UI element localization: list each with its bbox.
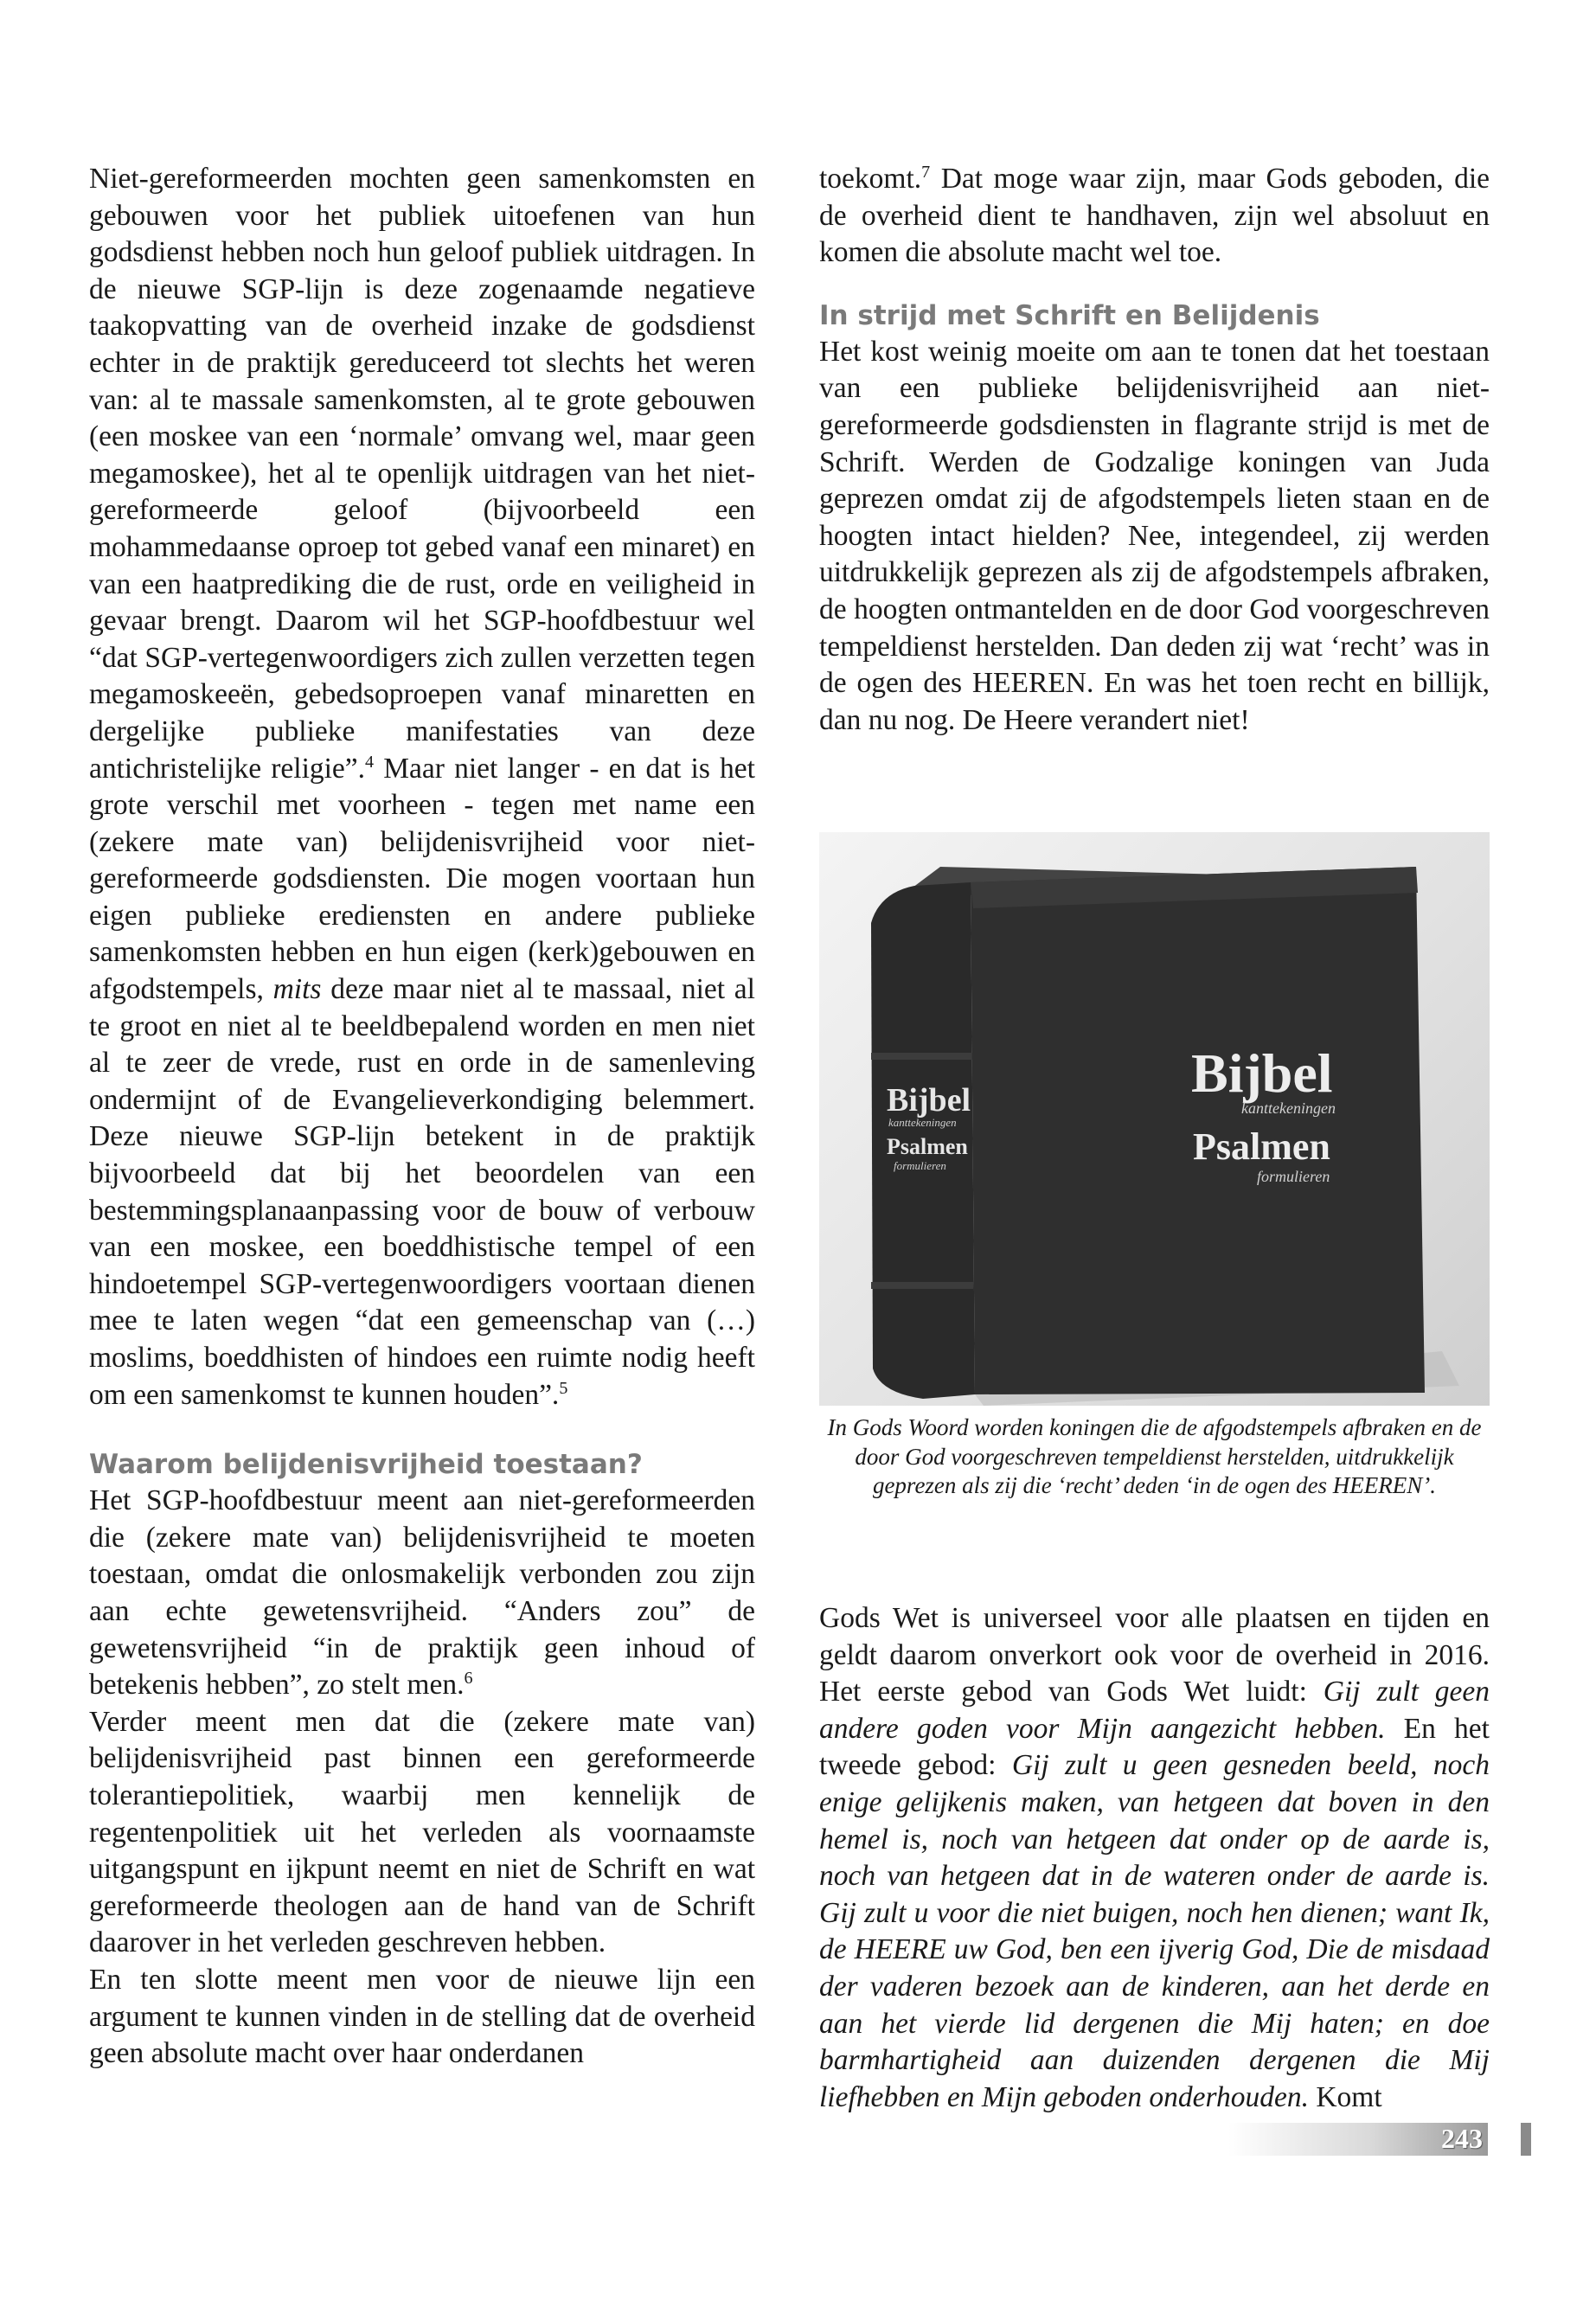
paragraph: Niet-gereformeerden mochten geen samenkomsten en gebouwen voor het publiek uitoefenen van hun godsdienst hebben noch hun geloof publiek uitdragen. In de nieuwe SGP-lijn is deze zogenaamde negatieve taakopvatting van de overheid inzake de godsdienst echter in de praktijk gereduceerd tot slechts het weren van: al te massale samenkomsten, al te grote gebouwen (een moskee van een ‘normale’ omvang wel, maar geen megamoskee), het al te openlijk uitdragen van het niet-gereformeerde geloof (bijvoorbeeld een mohammedaanse oproep tot gebed vanaf een minaret) en van een haatprediking die de rust, orde en veiligheid in gevaar brengt. Daarom wil het SGP-hoofdbestuur wel “dat SGP-vertegenwoordigers zich zullen verzetten tegen megamoskeeën, gebedsoproepen vanaf minaretten en dergelijke publieke manifestaties van deze antichristelijke religie”.$^4$ Maar niet langer - en dat is het grote verschil met voorheen - tegen met name een (zekere mate van) belijdenisvrijheid voor niet-gereformeerde godsdiensten. Die mogen voortaan hun eigen publieke erediensten en andere publieke samenkomsten hebben en hun eigen (kerk)gebouwen en afgodstempels, mits deze maar niet al te massaal, niet al te groot en niet al te beeldbepalend worden en men niet al te zeer de vrede, rust en orde in de samenleving ondermijnt of de Evangelieverkondiging belemmert. Deze nieuwe SGP-lijn betekent in de praktijk bijvoorbeeld dat bij het beoordelen van een bestemmingsplanaanpassing voor de bouw of verbouw van een moskee, een boeddhistische tempel of een hindoetempel SGP-vertegenwoordigers voortaan dienen mee te laten wegen “dat een gemeenschap van (…) moslims, boeddhisten of hindoes een ruimte nodig heeft om een samenkomst te kunnen houden”.$^5$ [89,163,755,1411]
footnote-ref[interactable]: 5 [559,1378,568,1398]
right-column-continued [819,1600,1490,2116]
footnote-ref[interactable]: 7 [921,162,931,182]
footnote-ref[interactable]: 6 [464,1669,473,1688]
paragraph: Gods Wet is universeel voor alle plaatsen en tijden en geldt daarom onverkort ook voor de overheid in 2016. Het eerste gebod van Gods Wet luidt: Gij zult geen andere goden voor Mijn aangezicht hebben. En het tweede gebod: Gij zult u geen gesneden beeld, noch enige gelijkenis maken, van hetgeen dat boven in den hemel is, noch van hetgeen dat onder op de aarde is, noch van hetgeen dat in de wateren onder de aarde is. Gij zult u voor die niet buigen, noch hen dienen; want Ik, de HEERE uw God, ben een ijverig God, Die de misdaad der vaderen bezoek aan de kinderen, aan het derde en aan het vierde lid dergenen die Mij haten; en doe barmhartigheid aan duizenden dergenen die Mij liefhebben en Mijn geboden onderhouden. Komt [819,1602,1490,2113]
cover-title: Psalmen [1193,1125,1330,1168]
spine-subtitle: kanttekeningen [888,1116,957,1129]
left-column [89,161,755,2073]
paragraph: toekomt.$^7$ Dat moge waar zijn, maar Gods geboden, die de overheid dient te handhaven, zijn wel absoluut en komen die absolute macht wel toe. [819,162,1490,269]
spine-title: Bijbel [887,1082,971,1118]
paragraph: Het SGP-hoofdbestuur meent aan niet-gereformeerden die (zekere mate van) belijdenisvrijheid te moeten toestaan, omdat die onlosmakelijk verbonden zou zijn aan echte gewetensvrijheid. “Anders zou” de gewetensvrijheid “in de praktijk geen inhoud of betekenis hebben”, zo stelt men.$^6$ [89,1484,755,1702]
paragraph: Het kost weinig moeite om aan te tonen dat het toestaan van een publieke belijdenisvrijheid aan niet-gereformeerde godsdiensten in flagrante strijd is met de Schrift. Werden de Godzalige koningen van Juda geprezen omdat zij de afgodstempels lieten staan en de hoogten intact hielden? Nee, integendeel, zij werden uitdrukkelijk geprezen als zij de afgodstempels afbraken, de hoogten ontmantelden en de door God voorgeschreven tempeldienst herstelden. Dan deden zij wat ‘recht’ was in de ogen des HEEREN. En was het toen recht en billijk, dan nu nog. De Heere verandert niet! [819,335,1490,736]
right-column [819,161,1490,739]
footnote-ref[interactable]: 4 [365,752,375,772]
cover-subtitle: formulieren [1257,1168,1330,1185]
cover-subtitle: kanttekeningen [1241,1099,1336,1117]
bible-photo [819,832,1490,1406]
spine-subtitle: formulieren [894,1159,946,1172]
cover-title: Bijbel [1191,1042,1333,1104]
page-number: 243 [1441,2123,1483,2154]
section-heading: Waarom belijdenisvrijheid toestaan? [89,1449,643,1481]
paragraph: Verder meent men dat die (zekere mate van) belijdenisvrijheid past binnen een gereformeerde tolerantiepolitiek, waarbij men kennelijk de regentenpolitiek uit het verleden als voornaamste uitgangspunt en ijkpunt neemt en niet de Schrift en wat gereformeerde theologen aan de hand van de Schrift daarover in het verleden geschreven hebben. [89,1705,755,1959]
spine-title: Psalmen [887,1134,968,1159]
paragraph: En ten slotte meent men voor de nieuwe lijn een argument te kunnen vinden in de stelling dat de overheid geen absolute macht over haar onderdanen [89,1963,755,2070]
section-heading: In strijd met Schrift en Belijdenis [819,299,1320,331]
page-tick [1521,2123,1531,2156]
photo-caption: In Gods Woord worden koningen die de afgodstempels afbraken en de door God voorgeschreven tempeldienst herstelden, uitdrukkelijk geprezen als zij die ‘recht’ deden ‘in de ogen des HEEREN’. [827,1414,1482,1498]
